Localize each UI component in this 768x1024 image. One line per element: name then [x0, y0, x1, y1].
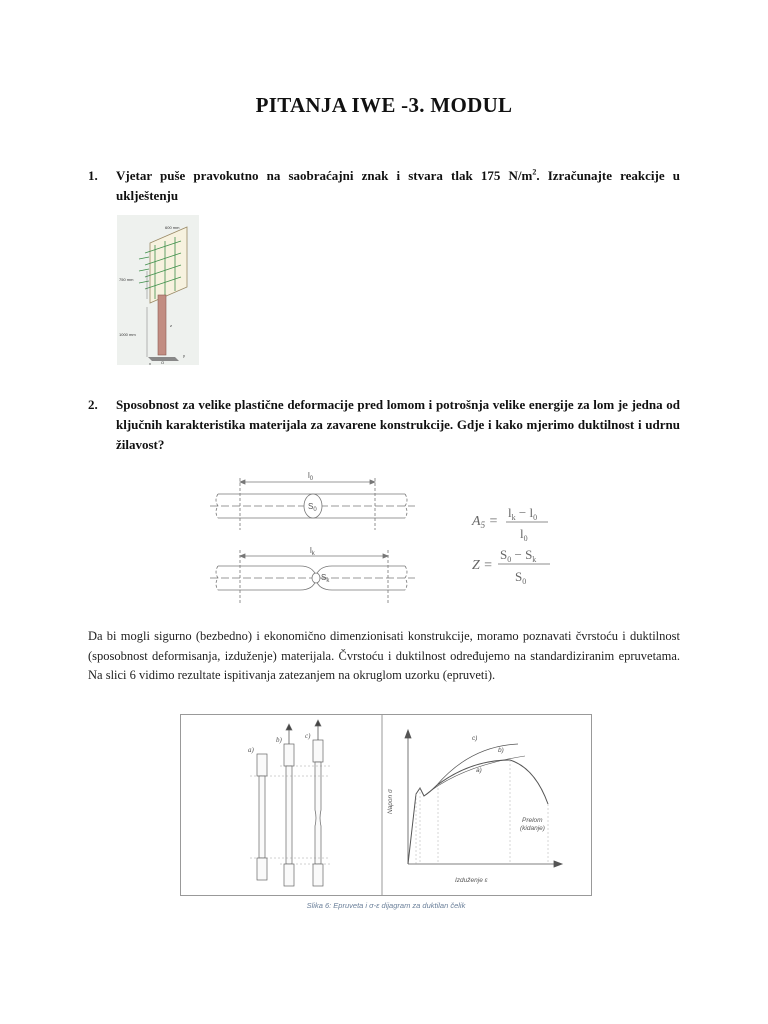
question-1 [88, 166, 680, 206]
dim-post-height: 1000 mm [119, 332, 136, 337]
specimen-figure [210, 470, 560, 610]
sign-diagram [117, 215, 199, 365]
x-axis-label: Izduženje ε [455, 877, 488, 884]
svg-text:c): c) [305, 732, 311, 740]
y-axis-label: Napon σ [387, 789, 394, 814]
page-title: PITANJA IWE -3. MODUL [255, 93, 513, 117]
formula-a-denominator: $l_0$ [520, 526, 528, 543]
question-number: 1. [88, 168, 98, 183]
formula-z-lhs: Z = [472, 558, 493, 573]
formula-a-lhs: $A_5$ = [472, 514, 499, 530]
fracture-label: Prelom [522, 817, 543, 824]
svg-text:x: x [149, 361, 151, 365]
svg-text:l0: $l_0$ [308, 471, 314, 482]
dim-panel-height: 750 mm [119, 277, 134, 282]
formula-z-denominator: $S_0$ [515, 569, 527, 586]
svg-text:a): a) [476, 767, 482, 774]
svg-text:z: z [170, 323, 172, 328]
stress-strain-diagram [180, 714, 592, 896]
formula-a-numerator: $l_k - l_0$ [508, 505, 538, 522]
sign-figure [117, 215, 199, 365]
svg-text:b): b) [276, 736, 282, 744]
body-paragraph: Da bi mogli sigurno (bezbedno) i ekonomično dimenzionisati konstrukcije, moramo poznavati čvrstoću i duktilnost (sposobnost deformisanja, izduženje) materijala. Čvrstoću i duktilnost određujemo na standardiziranim epruvetama. Na slici 6 vidimo rezultate ispitivanja zatezanjem na okruglom uzorku (epruveti). [88, 629, 680, 682]
svg-text:Sk: $S_k$ [321, 573, 330, 584]
formula-z-numerator: $S_0 - S_k$ [500, 547, 537, 564]
svg-text:O: O [161, 360, 165, 365]
question-number: 2. [88, 397, 98, 412]
svg-text:y: y [183, 353, 185, 358]
svg-text:c): c) [472, 735, 478, 742]
svg-text:lk: $l_k$ [310, 546, 315, 557]
question-text: Sposobnost za velike plastične deformacije pred lomom i potrošnja velike energije za lom je jedna od ključnih karakteristika materijala za zavarene konstrukcije. Gdje i kako mjerimo duktilnost i udrnu žilavost? [116, 397, 680, 452]
stress-strain-figure [180, 714, 592, 896]
svg-text:a): a) [248, 746, 254, 754]
specimen-diagram [210, 470, 560, 610]
figure-caption: Slika 6: Epruveta i σ-ε dijagram za duktilan čelik [306, 901, 466, 910]
svg-text:b): b) [498, 747, 504, 754]
svg-text:S0: $S_0$ [308, 502, 317, 513]
dim-width: 600 mm [165, 225, 180, 230]
question-2 [88, 395, 680, 455]
question-text: Vjetar puše pravokutno na saobraćajni znak i stvara tlak 175 $N/m^2$. Izračunajte reakcije u uklještenju [116, 167, 680, 203]
fracture-sub-label: (kidanje) [520, 825, 545, 832]
